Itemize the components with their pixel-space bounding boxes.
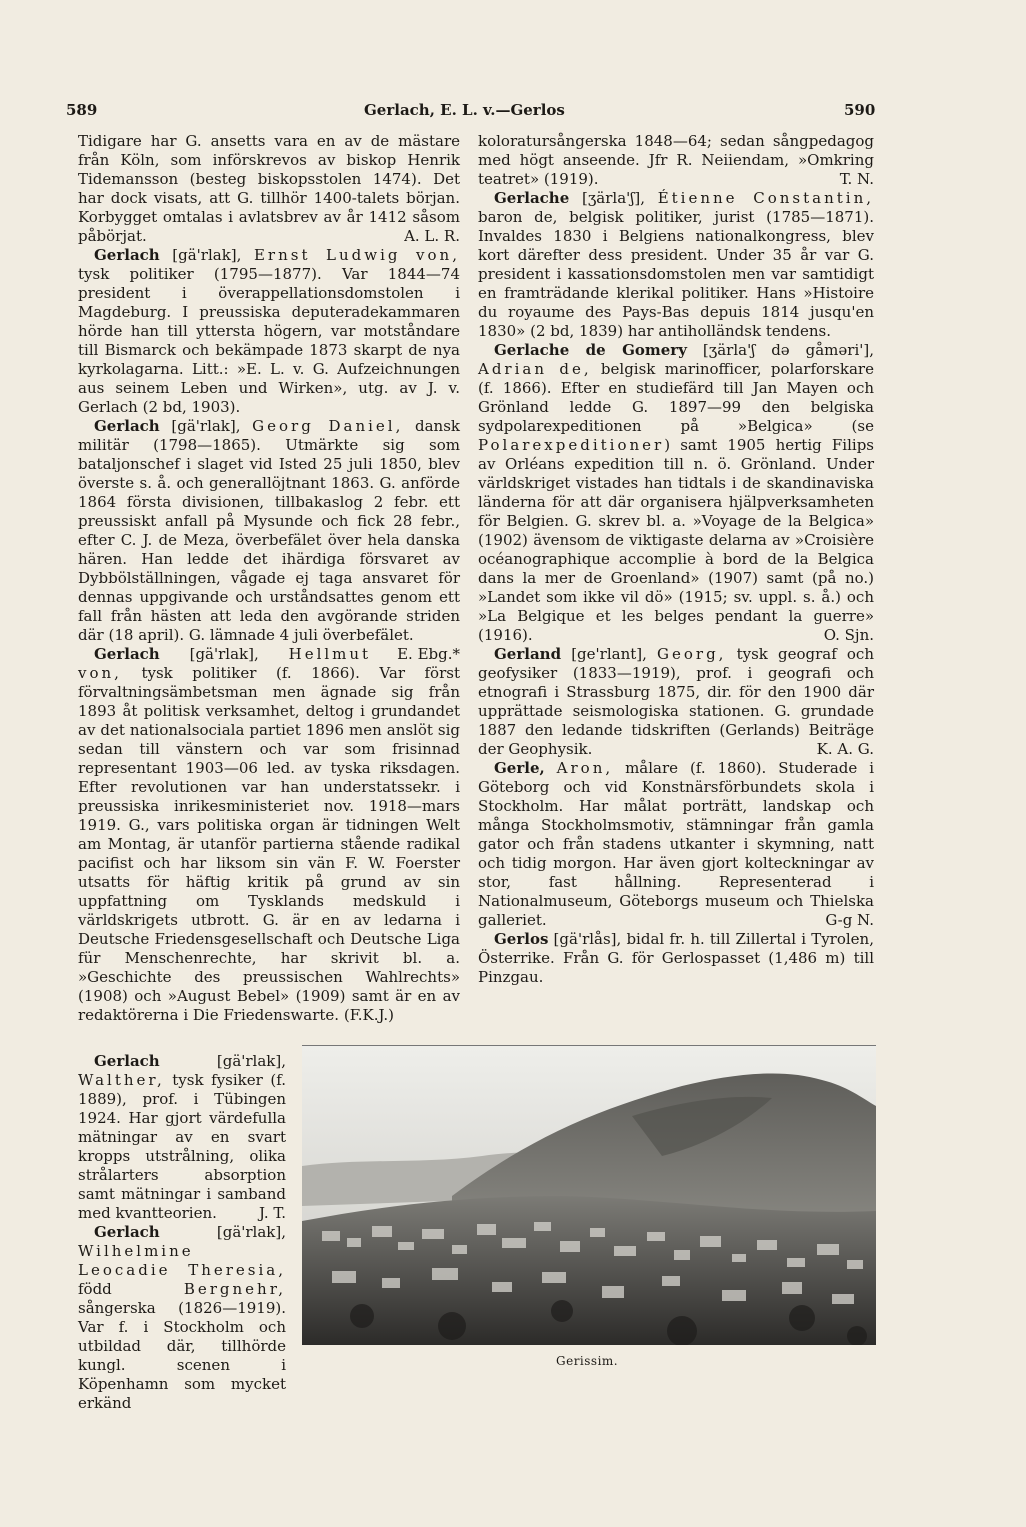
left-column <box>78 132 460 1025</box>
article-gerlache-de-gomery <box>478 341 874 645</box>
person-name: Ernst Ludwig von, <box>253 246 460 264</box>
article-gerland <box>478 645 874 759</box>
headword: Gerle, <box>494 759 545 777</box>
article-gerlach-ernst-ludwig <box>78 246 460 417</box>
pronunciation: [gä'rlak], <box>216 1223 286 1241</box>
author-signature: E. Ebg.* <box>397 645 460 663</box>
person-name: Aron, <box>556 759 614 777</box>
pronunciation: [ge'rlant], <box>571 645 658 663</box>
article-text: ) samt 1905 hertig Filips av Orléans expedition till n. ö. Grönland. Under världskriget vistades han tidtals i de skandinaviska länderna för att där organisera hjälpverksamheten för Belgien. G. skrev bl. a. »Voyage de la Belgica» (1902) ävensom de viktigaste delarna av »Croisière océanographique accomplie à bord de la Belgica dans la mer de Groenland» (1907) samt (på no.) »Landet som ikke vil dö» (1915; sv. uppl. s. å.) och »La Belgique et les belges pendant la guerre» (1916). <box>478 436 874 644</box>
article-text: tysk geograf och geofysiker (1833—1919), prof. i geografi och etnografi i Strassburg 1875, dir. för den 1900 där upprättade seismologiska stationen. G. grundade 1887 den ledande tidskriften (Gerlands) Beiträge der Geophysik. <box>478 645 874 758</box>
headword: Gerlach <box>94 1052 160 1070</box>
person-name: Georg Daniel, <box>252 417 404 435</box>
person-name: Wilhelmine Leocadie Theresia, <box>78 1242 286 1279</box>
article-text: tysk politiker (1795—1877). Var 1844—74 president i överappellationsdomstolen i Magdeburg. I preussiska deputeradekammaren hörde han till yttersta högern, var motståndare till Bismarck och bekämpade 1873 skarpt de nya kyrkolagarna. Litt.: »E. L. v. G. Aufzeichnungen aus seinem Leben und Wirken», utg. av J. v. Gerlach (2 bd, 1903). <box>78 265 460 416</box>
article-text: baron de, belgisk politiker, jurist (1785—1871). Invaldes 1830 i Belgiens nationalkongress, blev kort därefter dess president. Under 35 år var G. president i kassationsdomstolen men var samtidigt en framträdande klerikal politiker. Hans »Histoire du royaume des Pays-Bas depuis 1814 jusqu'en 1830» (2 bd, 1839) har antiholländsk tendens. <box>478 208 874 340</box>
pronunciation: [ʒärla'ʃ], <box>581 189 658 207</box>
pronunciation: [gä'rlak], <box>171 417 253 435</box>
author-signature: K. A. G. <box>816 740 874 758</box>
article-gerlach-hellmut <box>78 645 460 1025</box>
article-gerlach-walther <box>78 1052 286 1223</box>
person-name: Étienne Constantin, <box>657 189 874 207</box>
person-name: Hellmut von, <box>78 645 372 682</box>
town-photograph <box>302 1045 876 1345</box>
person-name: Walther, <box>78 1071 165 1089</box>
article-gerlach-georg-daniel <box>78 417 460 663</box>
article-text: dansk militär (1798—1865). Utmärkte sig som bataljonschef i slaget vid Isted 25 juli 1850, blev överste s. å. och generallöjtnant 1863. G. anförde 1864 första divisionen, tillbakaslog 2 febr. ett preussiskt anfall på Mysunde och fick 28 febr., efter C. J. de Meza, överbefälet över hela danska hären. Han ledde det ihärdiga försvaret av Dybbölställningen, vågade ej taga ansvaret för dennas uppgivande och urståndsattes genom ett fall från hästen att leda den avgörande striden där (18 april). G. lämnade 4 juli överbefälet. <box>78 417 460 644</box>
headword: Gerland <box>494 645 562 663</box>
landscape-photo <box>302 1046 876 1345</box>
page-number-left: 589 <box>66 101 98 119</box>
article-text: belgisk marinofficer, polarforskare (f. 1866). Efter en studiefärd till Jan Mayen och Grönland ledde G. 1897—99 den belgiska sydpolarexpeditionen på »Belgica» (se <box>478 360 874 435</box>
article-text: tysk politiker (f. 1866). Var först förvaltningsämbetsman men ägnade sig från 1893 åt politisk verksamhet, deltog i grundandet av det nationalsociala partiet 1896 men anslöt sig sedan till vänstern och var som frisinnad representant 1903—06 led. av tyska riksdagen. Efter revolutionen var han understatssekr. i preussiska inrikesministeriet nov. 1918—mars 1919. G., vars politiska organ är tidningen Welt am Montag, är utanför partierna stående radikal pacifist och har liksom sin vän F. W. Foerster utsatts för häftig kritik på grund av sin uppfattning om Tysklands medskuld i världskrigets utbrott. G. är en av ledarna i Deutsche Friedensgesellschaft och Deutsche Liga für Menschenrechte, har skrivit bl. a. »Geschichte des preussischen Wahlrechts» (1908) och »August Bebel» (1909) samt är en av redaktörerna i Die Friedenswarte. (F.K.J.) <box>78 664 460 1024</box>
birth-name: Bergnehr, <box>183 1280 286 1298</box>
pronunciation: [gä'rlak], <box>216 1052 286 1070</box>
headword: Gerlache de Gomery <box>494 341 687 359</box>
pronunciation: [gä'rlak], <box>172 246 254 264</box>
article-continuation <box>478 132 874 189</box>
article-gerlos <box>478 930 874 987</box>
author-signature: A. L. R. <box>404 227 460 245</box>
article-text: tysk fysiker (f. 1889), prof. i Tübingen 1924. Har gjort värdefulla mätningar av en svart kropps utstrålning, olika strålarters absorption samt mätningar i samband med kvantteorien. <box>78 1071 286 1222</box>
person-name: Georg, <box>657 645 727 663</box>
headword: Gerlach <box>94 1223 160 1241</box>
pronunciation: [ʒärla'ʃ də gåməri'], <box>702 341 874 359</box>
article-gerlach-wilhelmine <box>78 1223 286 1413</box>
headword: Gerlach <box>94 246 160 264</box>
headword: Gerlache <box>494 189 570 207</box>
article-text: sångerska (1826—1919). Var f. i Stockholm och utbildad där, tillhörde kungl. scenen i Köpenhamn som mycket erkänd <box>78 1299 286 1412</box>
article-text: koloratursångerska 1848—64; sedan sångpedagog med högt anseende. Jfr R. Neiiendam, »Omkring teatret» (1919). <box>478 132 874 188</box>
article-text: född <box>78 1280 184 1298</box>
article-text: bidal fr. h. till Zillertal i Tyrolen, Österrike. Från G. för Gerlospasset (1,486 m) till Pinzgau. <box>478 930 874 986</box>
headword: Gerlos <box>494 930 549 948</box>
person-name: Adrian de, <box>478 360 592 378</box>
pronunciation: [gä'rlak], <box>189 645 289 663</box>
left-column-narrow <box>78 1052 286 1413</box>
right-column <box>478 132 874 987</box>
cross-reference: Polarexpeditioner <box>478 436 665 454</box>
page-number-right: 590 <box>844 101 876 119</box>
author-signature: T. N. <box>839 170 874 188</box>
headword: Gerlach <box>94 645 160 663</box>
author-signature: J. T. <box>259 1204 286 1222</box>
author-signature: O. Sjn. <box>823 626 874 644</box>
author-signature: G-g N. <box>825 911 874 929</box>
running-head: Gerlach, E. L. v.—Gerlos <box>364 101 565 119</box>
article-gerlache-etienne <box>478 189 874 341</box>
article-continuation <box>78 132 460 246</box>
photo-caption: Gerissim. <box>556 1354 619 1368</box>
article-gerle <box>478 759 874 930</box>
pronunciation: [gä'rlås], <box>548 930 627 948</box>
headword: Gerlach <box>94 417 160 435</box>
article-text: målare (f. 1860). Studerade i Göteborg och vid Konstnärsförbundets skola i Stockholm. Har målat porträtt, landskap och många Stockholmsmotiv, stämningar från gamla gator och från stadens utkanter i skymning, natt och tidig morgon. Har även gjort kolteckningar av stor, fast hållning. Representerad i Nationalmuseum, Göteborgs museum och Thielska galleriet. <box>478 759 874 929</box>
article-text: Tidigare har G. ansetts vara en av de mästare från Köln, som införskrevos av biskop Henrik Tidemansson (besteg biskopsstolen 1474). Det har dock visats, att G. tillhör 1400-talets början. Korbygget omtalas i avlatsbrev av år 1412 såsom påbörjat. <box>78 132 460 245</box>
